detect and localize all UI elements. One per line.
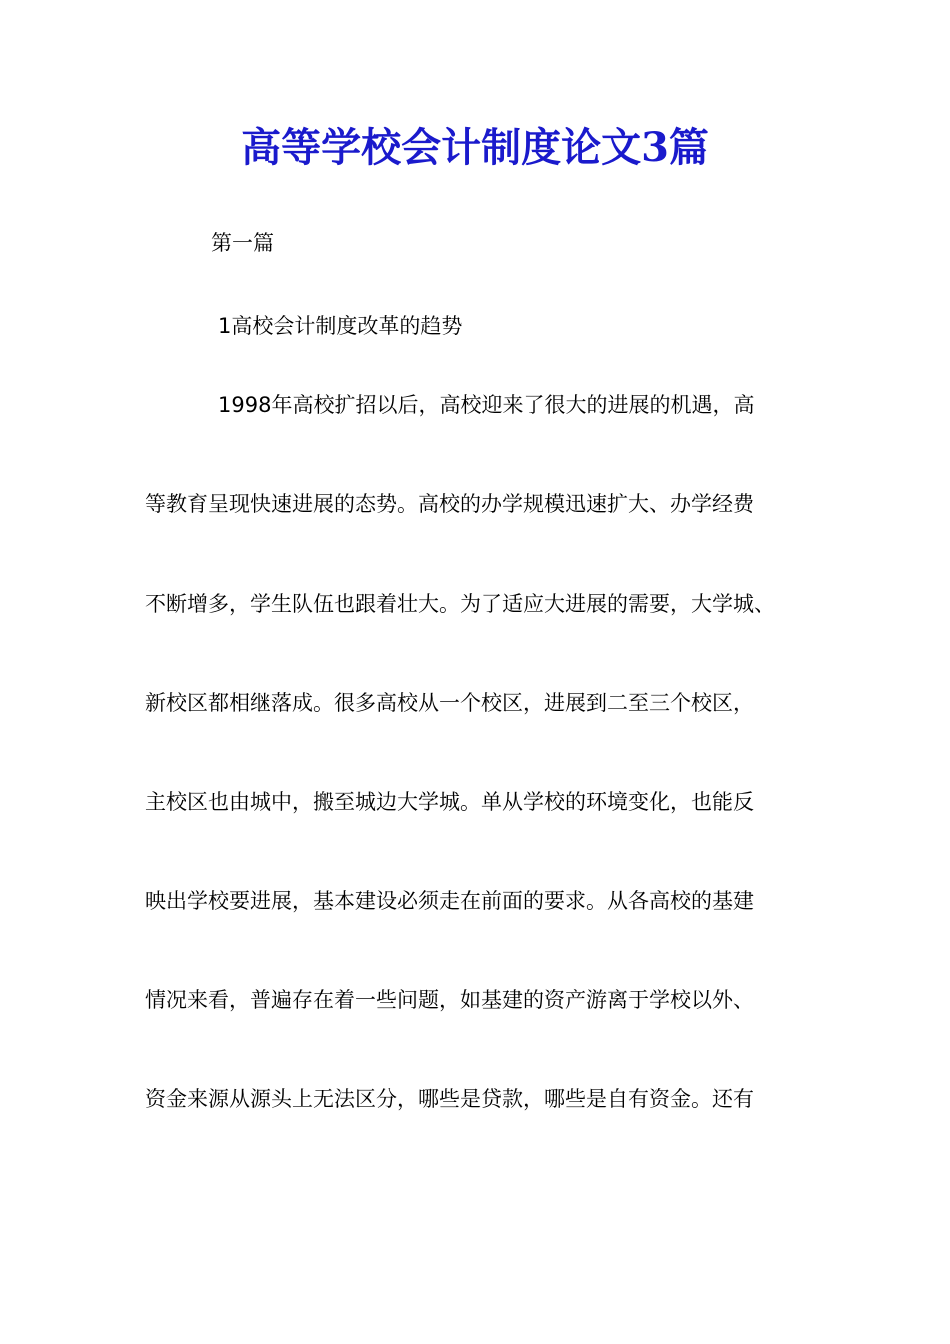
paragraph-line: 情况来看，普遍存在着一些问题，如基建的资产游离于学校以外、: [145, 988, 754, 1012]
paragraph-line: 映出学校要进展，基本建设必须走在前面的要求。从各高校的基建: [145, 889, 754, 913]
paragraph-line: 1998年高校扩招以后，高校迎来了很大的进展的机遇，高: [218, 393, 755, 417]
paragraph-line: 新校区都相继落成。很多高校从一个校区，进展到二至三个校区，: [145, 691, 754, 715]
document-title: 高等学校会计制度论文3篇: [241, 124, 709, 171]
paragraph-line: 主校区也由城中，搬至城边大学城。单从学校的环境变化，也能反: [145, 790, 754, 814]
part-label: 第一篇: [211, 231, 274, 255]
paragraph-line: 不断增多，学生队伍也跟着壮大。为了适应大进展的需要，大学城、: [145, 592, 775, 616]
paragraph-line: 等教育呈现快速进展的态势。高校的办学规模迅速扩大、办学经费: [145, 492, 754, 516]
paragraph-line: 资金来源从源头上无法区分，哪些是贷款，哪些是自有资金。还有: [145, 1087, 754, 1111]
section-heading: 1高校会计制度改革的趋势: [218, 314, 463, 338]
